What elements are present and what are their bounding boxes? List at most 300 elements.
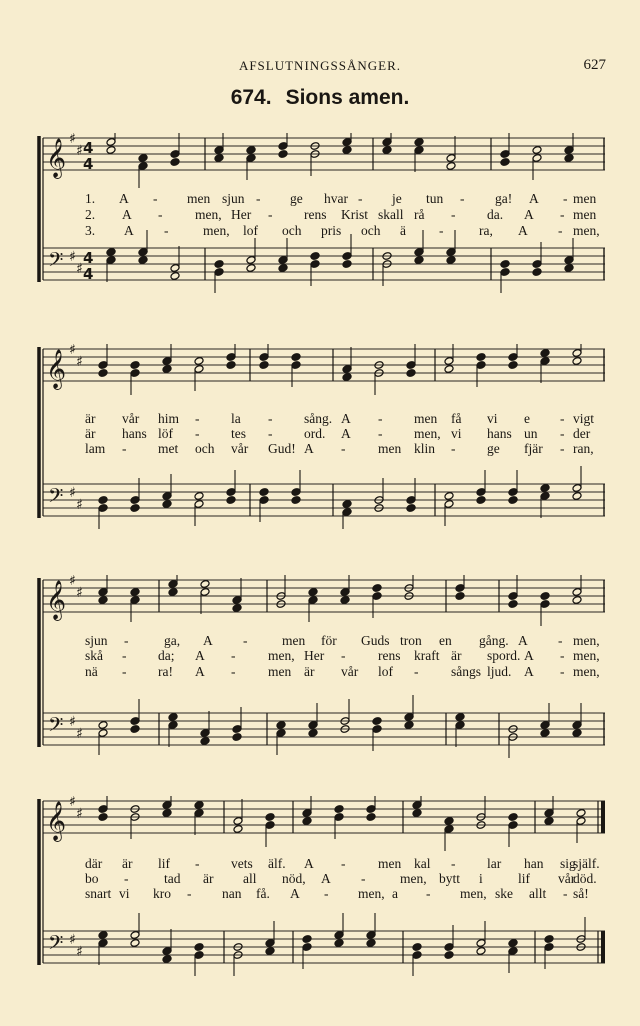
lyric-syllable: men, — [460, 886, 487, 901]
lyric-syllable: men — [573, 207, 597, 222]
note-head — [200, 580, 210, 589]
note-head — [302, 935, 312, 944]
lyric-syllable: hans — [122, 426, 147, 441]
time-signature: 4 — [83, 265, 94, 283]
time-signature: 4 — [83, 155, 94, 173]
lyric-syllable: - — [122, 648, 127, 663]
lyric-syllable: sångs — [451, 664, 481, 679]
note-head — [130, 725, 140, 734]
lyric-syllable: tes — [231, 426, 246, 441]
lyric-syllable: kal — [414, 856, 431, 871]
lyric-syllable: - — [558, 633, 563, 648]
note-head — [170, 158, 180, 167]
note-head — [406, 504, 416, 513]
note-head — [265, 813, 275, 822]
lyric-syllable: men — [573, 191, 597, 206]
lyric-line-verse-2 — [37, 207, 607, 222]
lyric-syllable: da. — [487, 207, 504, 222]
lyric-syllable: vår — [231, 441, 249, 456]
lyric-syllable: men, — [195, 207, 222, 222]
note-head — [540, 592, 550, 601]
lyric-syllable: la — [231, 411, 241, 426]
lyric-syllable: skå — [85, 648, 103, 663]
lyric-syllable: kraft — [414, 648, 440, 663]
lyric-syllable: - — [122, 441, 127, 456]
note-head — [170, 272, 180, 281]
lyric-syllable: ge — [290, 191, 303, 206]
note-head — [162, 809, 172, 818]
lyric-syllable: - — [158, 207, 163, 222]
sharp-icon: ♯ — [76, 726, 83, 742]
lyric-syllable: - — [124, 871, 129, 886]
note-head — [372, 717, 382, 726]
lyric-syllable: vi — [451, 426, 462, 441]
note-head — [576, 809, 586, 818]
note-head — [572, 357, 582, 366]
lyric-syllable: men, — [573, 664, 600, 679]
lyric-syllable: och — [195, 441, 215, 456]
lyric-syllable: Gud! — [268, 441, 296, 456]
note-head — [540, 729, 550, 738]
lyric-syllable: him — [158, 411, 180, 426]
lyric-syllable: men, — [573, 633, 600, 648]
lyric-syllable: hans — [487, 426, 512, 441]
bass-clef-icon: 𝄢 — [48, 713, 64, 741]
lyric-syllable: - — [341, 648, 346, 663]
note-head — [98, 931, 108, 940]
note-head — [194, 801, 204, 810]
note-head — [226, 496, 236, 505]
lyric-syllable: da; — [158, 648, 175, 663]
lyric-line-verse-3 — [37, 886, 607, 901]
lyric-syllable: - — [560, 411, 565, 426]
lyric-syllable: A — [341, 411, 351, 426]
treble-clef-icon: 𝄞 — [46, 138, 67, 178]
note-head — [412, 943, 422, 952]
note-head — [544, 817, 554, 826]
lyric-syllable: A — [119, 191, 129, 206]
note-head — [265, 947, 275, 956]
lyric-syllable: - — [187, 886, 192, 901]
note-head — [414, 256, 424, 265]
lyric-syllable: lif — [518, 871, 530, 886]
lyric-syllable: är — [304, 664, 315, 679]
note-head — [168, 588, 178, 597]
lyric-syllable: - — [563, 886, 568, 901]
lyric-syllable: skall — [378, 207, 404, 222]
lyric-syllable: - — [460, 191, 465, 206]
note-head — [508, 939, 518, 948]
sharp-icon: ♯ — [76, 806, 83, 822]
note-head — [291, 353, 301, 362]
note-head — [168, 713, 178, 722]
lyric-syllable: ga! — [495, 191, 513, 206]
note-head — [232, 733, 242, 742]
note-head — [130, 939, 140, 948]
lyric-syllable: - — [560, 664, 565, 679]
lyric-syllable: sjun — [85, 633, 108, 648]
lyric-syllable: klin — [414, 441, 436, 456]
note-head — [232, 604, 242, 613]
lyric-line-verse-3 — [37, 664, 607, 679]
lyric-syllable: 1. — [85, 191, 96, 206]
note-head — [138, 256, 148, 265]
note-head — [342, 260, 352, 269]
note-head — [476, 947, 486, 956]
note-head — [194, 492, 204, 501]
lyric-syllable: kro — [153, 886, 171, 901]
note-head — [444, 492, 454, 501]
lyric-syllable: lif — [158, 856, 170, 871]
note-head — [404, 721, 414, 730]
lyric-syllable: vår — [122, 411, 140, 426]
lyric-syllable: vi — [119, 886, 130, 901]
lyric-syllable: a — [392, 886, 398, 901]
lyric-syllable: bo — [85, 871, 99, 886]
lyric-syllable: - — [341, 856, 346, 871]
sharp-icon: ♯ — [76, 944, 83, 960]
lyric-syllable: är — [203, 871, 214, 886]
note-head — [500, 158, 510, 167]
music-system — [37, 575, 607, 758]
lyric-syllable: - — [195, 426, 200, 441]
lyric-syllable: - — [124, 633, 129, 648]
lyric-syllable: - — [560, 426, 565, 441]
music-system — [37, 796, 607, 976]
note-head — [302, 817, 312, 826]
note-head — [508, 361, 518, 370]
lyric-syllable: så! — [573, 886, 589, 901]
lyric-syllable: död. — [573, 871, 597, 886]
lyric-syllable: A — [304, 441, 314, 456]
lyric-syllable: vi — [487, 411, 498, 426]
note-head — [98, 496, 108, 505]
note-head — [564, 154, 574, 163]
lyric-syllable: men, — [268, 648, 295, 663]
lyric-syllable: men, — [203, 223, 230, 238]
note-head — [540, 349, 550, 358]
note-head — [334, 805, 344, 814]
treble-clef-icon: 𝄞 — [46, 580, 67, 620]
note-head — [342, 146, 352, 155]
lyric-syllable: i — [479, 871, 483, 886]
lyric-syllable: pris — [321, 223, 342, 238]
lyric-syllable: - — [560, 441, 565, 456]
lyric-line-verse-2 — [37, 648, 607, 663]
lyric-syllable: der — [573, 426, 591, 441]
lyric-syllable: - — [560, 207, 565, 222]
time-signature: 4 — [83, 249, 94, 267]
lyric-syllable: han — [524, 856, 544, 871]
lyric-syllable: A — [203, 633, 213, 648]
sharp-icon: ♯ — [76, 585, 83, 601]
note-head — [446, 256, 456, 265]
lyric-syllable: tad — [164, 871, 181, 886]
lyric-line-verse-3 — [37, 223, 607, 238]
lyric-line-verse-1 — [37, 191, 607, 206]
lyric-syllable: - — [324, 886, 329, 901]
note-head — [162, 955, 172, 964]
note-head — [246, 146, 256, 155]
lyric-syllable: själf. — [573, 856, 600, 871]
lyric-syllable: och — [361, 223, 381, 238]
lyric-syllable: A — [524, 648, 534, 663]
note-head — [130, 504, 140, 513]
note-head — [226, 361, 236, 370]
lyric-syllable: men, — [358, 886, 385, 901]
note-head — [130, 588, 140, 597]
hymn-title — [0, 86, 640, 110]
lyric-syllable: je — [392, 191, 402, 206]
note-head — [564, 264, 574, 273]
note-head — [278, 264, 288, 273]
lyric-syllable: A — [122, 207, 132, 222]
sharp-icon: ♯ — [76, 143, 83, 159]
note-head — [98, 813, 108, 822]
lyric-line-verse-1 — [37, 633, 607, 648]
lyric-syllable: vigt — [573, 411, 595, 426]
lyric-syllable: un — [524, 426, 538, 441]
note-head — [106, 146, 116, 155]
lyric-syllable: Guds — [361, 633, 390, 648]
lyric-syllable: men, — [573, 223, 600, 238]
lyric-syllable: tun — [426, 191, 444, 206]
note-head — [366, 939, 376, 948]
lyric-syllable: är — [451, 648, 462, 663]
note-head — [366, 813, 376, 822]
lyric-syllable: A — [524, 207, 534, 222]
lyric-syllable: nan — [222, 886, 242, 901]
lyric-syllable: hvar — [324, 191, 348, 206]
lyric-syllable: lar — [487, 856, 502, 871]
lyric-syllable: tron — [400, 633, 422, 648]
note-head — [508, 600, 518, 609]
lyric-syllable: - — [358, 191, 363, 206]
note-head — [532, 268, 542, 277]
lyric-syllable: få — [451, 411, 462, 426]
lyric-syllable: - — [243, 633, 248, 648]
lyric-syllable: 2. — [85, 207, 96, 222]
lyric-syllable: ran, — [573, 441, 594, 456]
lyric-syllable: för — [321, 633, 337, 648]
lyric-syllable: A — [529, 191, 539, 206]
note-head — [98, 369, 108, 378]
lyric-syllable: älf. — [268, 856, 286, 871]
sharp-icon: ♯ — [69, 796, 76, 810]
lyric-syllable: - — [231, 648, 236, 663]
lyric-syllable: vår — [558, 871, 576, 886]
bass-clef-icon: 𝄢 — [48, 248, 64, 276]
sharp-icon: ♯ — [76, 354, 83, 370]
lyric-syllable: - — [414, 664, 419, 679]
note-head — [291, 496, 301, 505]
note-head — [455, 592, 465, 601]
lyric-syllable: är — [85, 411, 96, 426]
note-head — [508, 496, 518, 505]
lyric-syllable: där — [85, 856, 103, 871]
lyric-syllable: - — [439, 223, 444, 238]
note-head — [308, 729, 318, 738]
lyric-syllable: e — [524, 411, 530, 426]
note-head — [259, 488, 269, 497]
time-signature: 4 — [83, 139, 94, 157]
lyric-syllable: Her — [304, 648, 325, 663]
lyric-syllable: nä — [85, 664, 98, 679]
note-head — [214, 154, 224, 163]
lyric-syllable: fjär — [524, 441, 543, 456]
note-head — [572, 492, 582, 501]
lyric-syllable: - — [231, 664, 236, 679]
note-head — [572, 729, 582, 738]
lyric-syllable: men, — [414, 426, 441, 441]
lyric-syllable: - — [451, 207, 456, 222]
sharp-icon: ♯ — [69, 485, 76, 501]
lyric-syllable: lof — [243, 223, 258, 238]
lyric-syllable: - — [560, 648, 565, 663]
lyric-syllable: är — [122, 856, 133, 871]
sharp-icon: ♯ — [69, 932, 76, 948]
note-head — [444, 817, 454, 826]
lyric-syllable: vets — [231, 856, 253, 871]
hymn-name: Sions amen. — [285, 86, 410, 109]
note-head — [194, 357, 204, 366]
lyric-syllable: 3. — [85, 223, 96, 238]
lyric-syllable: - — [563, 191, 568, 206]
note-head — [455, 713, 465, 722]
note-head — [340, 596, 350, 605]
lyric-syllable: men — [282, 633, 306, 648]
lyric-syllable: ä — [400, 223, 406, 238]
lyric-syllable: - — [558, 223, 563, 238]
sharp-icon: ♯ — [69, 575, 76, 589]
note-head — [572, 596, 582, 605]
lyric-syllable: met — [158, 441, 179, 456]
treble-clef-icon: 𝄞 — [46, 349, 67, 389]
hymn-number: 674. — [230, 86, 272, 109]
lyric-syllable: - — [256, 191, 261, 206]
note-head — [508, 813, 518, 822]
note-head — [476, 353, 486, 362]
note-head — [246, 264, 256, 273]
lyric-line-verse-2 — [37, 426, 607, 441]
lyric-syllable: men, — [400, 871, 427, 886]
lyric-syllable: rens — [304, 207, 327, 222]
lyric-syllable: ord. — [304, 426, 326, 441]
lyric-line-verse-1 — [37, 411, 607, 426]
lyric-syllable: A — [195, 664, 205, 679]
lyric-syllable: snart — [85, 886, 112, 901]
lyric-syllable: vår — [341, 664, 359, 679]
lyric-syllable: ge — [487, 441, 500, 456]
lyric-syllable: ljud. — [487, 664, 512, 679]
lyric-syllable: sig — [560, 856, 576, 871]
lyric-syllable: - — [378, 411, 383, 426]
lyric-syllable: men — [378, 856, 402, 871]
lyric-line-verse-2 — [37, 871, 607, 886]
lyric-syllable: - — [361, 871, 366, 886]
lyric-syllable: Her — [231, 207, 252, 222]
lyric-syllable: ga, — [164, 633, 181, 648]
lyric-syllable: all — [243, 871, 257, 886]
lyric-syllable: ra, — [479, 223, 493, 238]
lyric-syllable: - — [268, 411, 273, 426]
lyric-syllable: sång. — [304, 411, 333, 426]
lyric-syllable: - — [451, 441, 456, 456]
lyric-syllable: ske — [495, 886, 513, 901]
lyric-syllable: men, — [573, 648, 600, 663]
note-head — [500, 260, 510, 269]
note-head — [259, 361, 269, 370]
lyric-syllable: - — [268, 207, 273, 222]
lyric-syllable: men — [378, 441, 402, 456]
lyric-syllable: A — [518, 223, 528, 238]
lyric-syllable: A — [341, 426, 351, 441]
note-head — [194, 943, 204, 952]
note-head — [162, 365, 172, 374]
note-head — [308, 588, 318, 597]
sharp-icon: ♯ — [76, 497, 83, 513]
lyric-syllable: men — [268, 664, 292, 679]
lyric-syllable: en — [439, 633, 452, 648]
lyric-syllable: men — [414, 411, 438, 426]
note-head — [278, 150, 288, 159]
lyric-syllable: spord. — [487, 648, 521, 663]
bass-clef-icon: 𝄢 — [48, 484, 64, 512]
lyric-syllable: - — [195, 856, 200, 871]
treble-clef-icon: 𝄞 — [46, 801, 67, 841]
lyric-syllable: - — [341, 441, 346, 456]
lyric-syllable: - — [426, 886, 431, 901]
lyric-syllable: A — [195, 648, 205, 663]
bass-clef-icon: 𝄢 — [48, 931, 64, 959]
lyric-syllable: och — [282, 223, 302, 238]
lyric-syllable: men — [187, 191, 211, 206]
sharp-icon: ♯ — [69, 133, 76, 147]
lyric-syllable: A — [524, 664, 534, 679]
lyric-syllable: Krist — [341, 207, 368, 222]
lyric-syllable: - — [268, 426, 273, 441]
music-system — [37, 133, 607, 293]
note-head — [372, 584, 382, 593]
note-head — [414, 138, 424, 147]
lyric-syllable: A — [304, 856, 314, 871]
lyric-syllable: allt — [529, 886, 547, 901]
lyric-syllable: lof — [378, 664, 393, 679]
lyric-syllable: - — [122, 664, 127, 679]
note-head — [98, 596, 108, 605]
lyric-syllable: lam — [85, 441, 106, 456]
running-head: AFSLUTNINGSSÅNGER. — [238, 58, 402, 73]
lyric-syllable: - — [153, 191, 158, 206]
note-head — [412, 809, 422, 818]
lyric-line-verse-3 — [37, 441, 607, 456]
note-head — [276, 721, 286, 730]
lyric-syllable: rens — [378, 648, 401, 663]
lyric-syllable: är — [85, 426, 96, 441]
note-head — [444, 365, 454, 374]
lyric-syllable: A — [321, 871, 331, 886]
lyric-syllable: - — [164, 223, 169, 238]
lyric-syllable: - — [451, 856, 456, 871]
lyric-syllable: sjun — [222, 191, 245, 206]
note-head — [382, 146, 392, 155]
lyric-line-verse-1 — [37, 856, 607, 871]
note-head — [476, 496, 486, 505]
lyric-syllable: ra! — [158, 664, 173, 679]
note-head — [544, 935, 554, 944]
lyric-syllable: bytt — [439, 871, 461, 886]
lyric-syllable: - — [378, 426, 383, 441]
